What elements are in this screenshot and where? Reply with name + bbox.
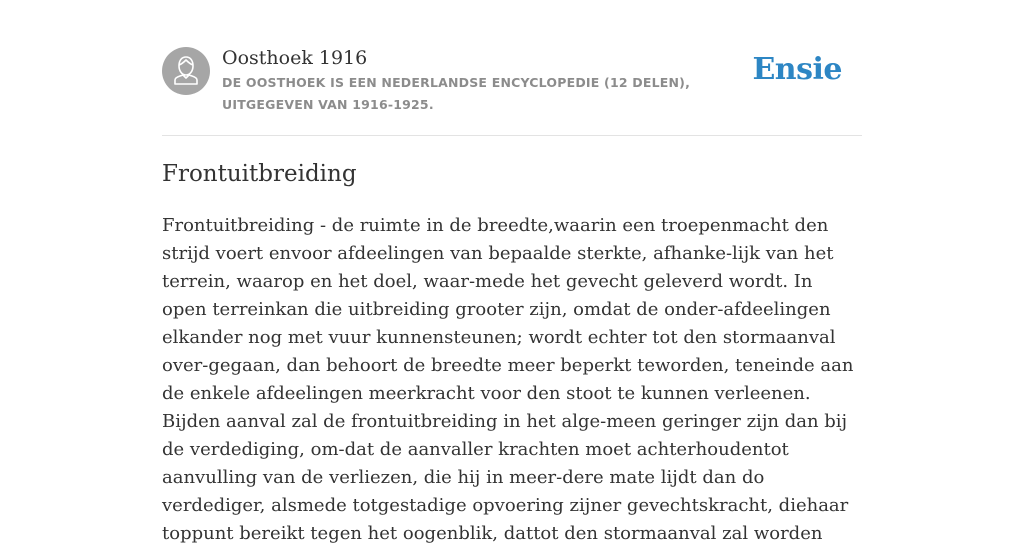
ensie-logo[interactable]: Ensie	[752, 52, 842, 87]
entry-body: Frontuitbreiding - de ruimte in de breedte,waarin een troepenmacht den strijd voert envoor afdeelingen van bepaalde sterkte, afhanke-lijk van het terrein, waarop en het doel, waar-mede het gevecht geleverd wordt. In open terreinkan die uitbreiding grooter zijn, omdat de onder-afdeelingen elkander nog met vuur kunnensteunen; wordt echter tot den stormaanval over-gegaan, dan behoort de breedte meer beperkt teworden, teneinde aan de enkele afdeelingen meerkracht voor den stoot te kunnen verleenen. Bijden aanval zal de frontuitbreiding in het alge-meen geringer zijn dan bij de verdediging, om-dat de aanvaller krachten moet achterhoudentot aanvulling van de verliezen, die hij in meer-dere mate lijdt dan do verdediger, alsmede totgestadige opvoering zijner gevechtskracht, diehaar toppunt bereikt tegen het oogenblik, dattot den stormaanval zal worden	[162, 215, 854, 544]
entry-title: Frontuitbreiding	[162, 161, 357, 187]
source-header	[162, 46, 862, 136]
user-icon	[162, 47, 210, 95]
avatar[interactable]	[162, 47, 210, 95]
source-title[interactable]: Oosthoek 1916	[222, 47, 368, 69]
source-description: DE OOSTHOEK IS EEN NEDERLANDSE ENCYCLOPEDIE (12 DELEN), UITGEGEVEN VAN 1916-1925.	[222, 75, 691, 112]
